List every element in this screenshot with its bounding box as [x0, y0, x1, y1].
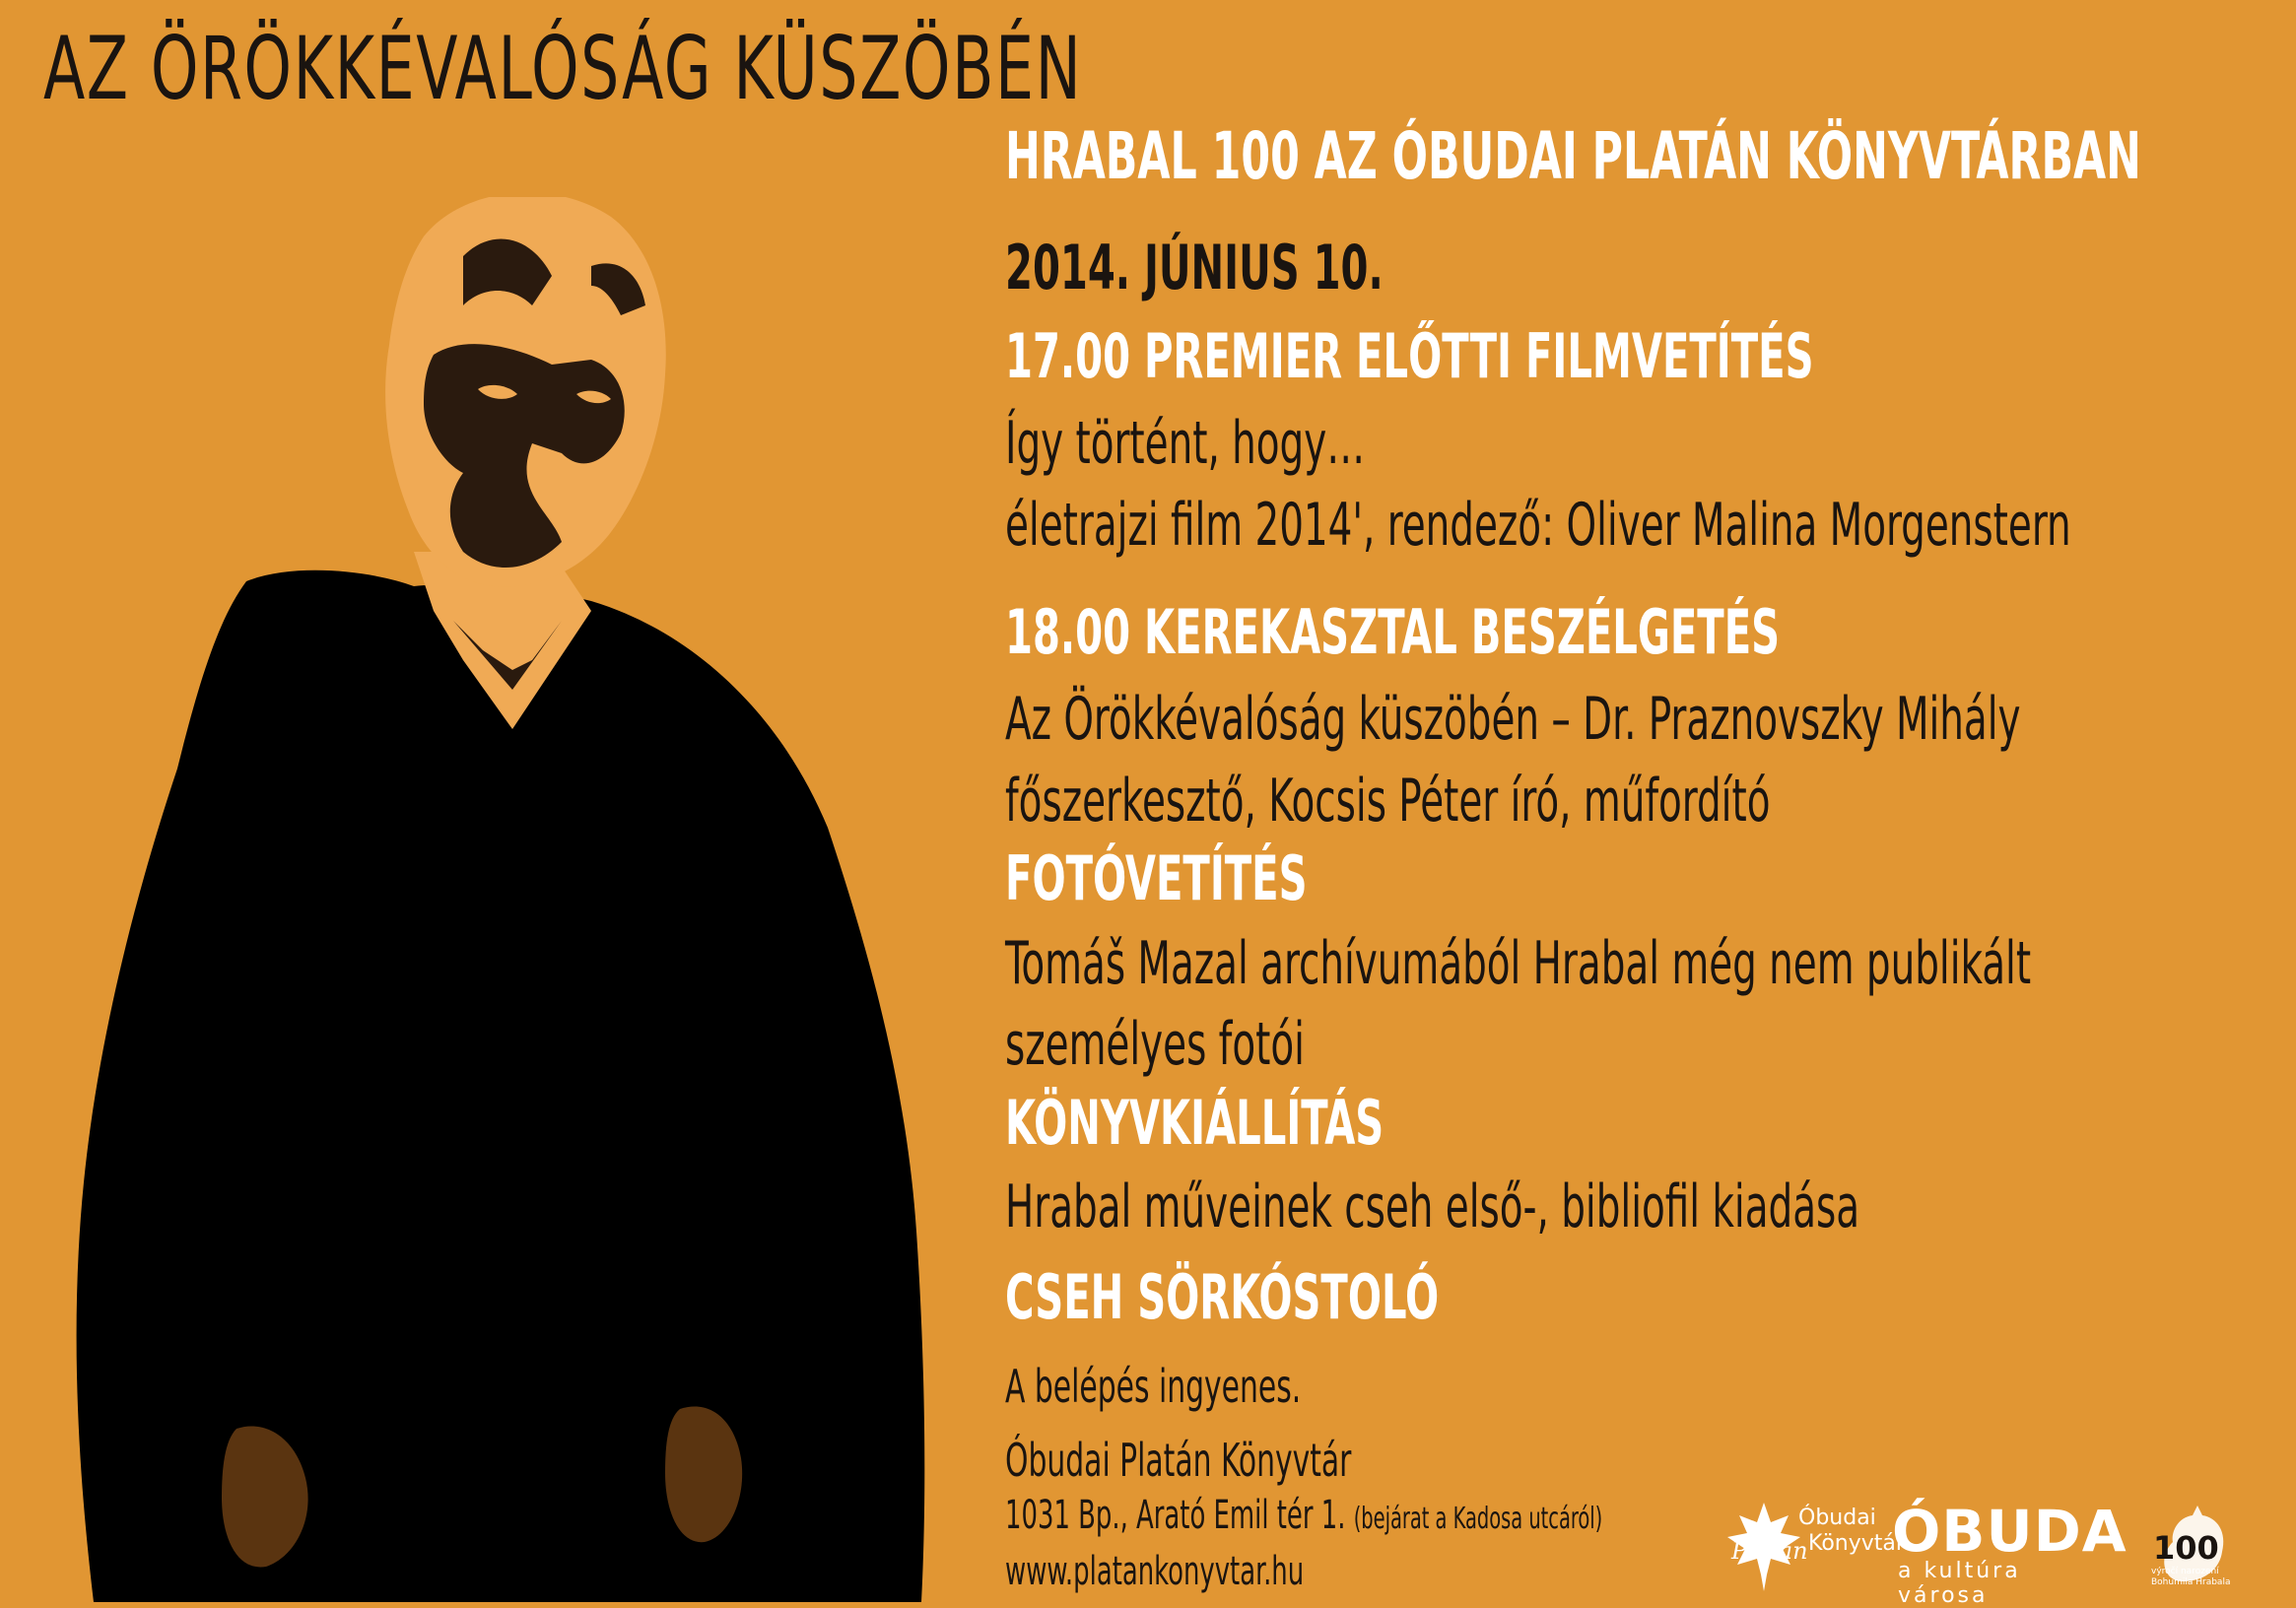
portrait-sweater — [77, 570, 925, 1602]
film-heading: 17.00 PREMIER ELŐTTI FILMVETÍTÉS — [1005, 320, 1814, 392]
obuda-tagline: a kultúra városa — [1898, 1559, 2021, 1608]
photo-heading: FOTÓVETÍTÉS — [1005, 842, 1308, 914]
platan-text-platan: Platán — [1731, 1537, 1808, 1565]
film-details: életrajzi film 2014', rendező: Oliver Malina Morgenstern — [1005, 491, 2071, 560]
hundred-caption-2: Bohumila Hrabala — [2151, 1577, 2231, 1587]
hundred-number: 100 — [2153, 1529, 2219, 1567]
roundtable-line1: Az Örökkévalóság küszöbén – Dr. Praznovszky Mihály — [1005, 685, 2021, 754]
photo-line2: személyes fotói — [1005, 1010, 1305, 1079]
address-text: 1031 Bp., Arató Emil tér 1. — [1005, 1493, 1346, 1538]
film-title: Így történt, hogy… — [1005, 409, 1366, 478]
hundred-caption-1: výročí narození — [2151, 1567, 2219, 1576]
roundtable-heading: 18.00 KEREKASZTAL BESZÉLGETÉS — [1005, 596, 1781, 668]
address-note: (bejárat a Kadosa utcáról) — [1353, 1502, 1603, 1536]
venue-name: Óbudai Platán Könyvtár — [1005, 1434, 1352, 1487]
book-heading: KÖNYVKIÁLLÍTÁS — [1005, 1087, 1384, 1159]
logo-obuda — [1892, 1498, 2127, 1608]
entry-note: A belépés ingyenes. — [1005, 1360, 1302, 1413]
platan-text-obudai: Óbudai — [1798, 1506, 1876, 1530]
logo-platan — [1720, 1498, 1912, 1591]
event-date: 2014. JÚNIUS 10. — [1005, 232, 1384, 303]
website-link[interactable]: www.platankonyvtar.hu — [1005, 1549, 1305, 1594]
beer-heading: CSEH SÖRKÓSTOLÓ — [1005, 1261, 1440, 1333]
venue-address — [1005, 1493, 1602, 1538]
poster-title: AZ ÖRÖKKÉVALÓSÁG KÜSZÖBÉN — [43, 18, 1083, 119]
roundtable-line2: főszerkesztő, Kocsis Péter író, műfordító — [1005, 767, 1771, 836]
book-line: Hrabal műveinek cseh első-, bibliofil kiadása — [1005, 1172, 1860, 1241]
hrabal-portrait-image — [0, 197, 946, 1602]
subtitle: HRABAL 100 AZ ÓBUDAI PLATÁN KÖNYVTÁRBAN — [1005, 118, 2141, 194]
obuda-name: ÓBUDA — [1892, 1498, 2127, 1565]
platan-text-konyvtar: Könyvtár — [1808, 1531, 1905, 1556]
logo-hrabal-100 — [2143, 1498, 2242, 1591]
photo-line1: Tomáš Mazal archívumából Hrabal még nem publikált — [1005, 929, 2032, 998]
